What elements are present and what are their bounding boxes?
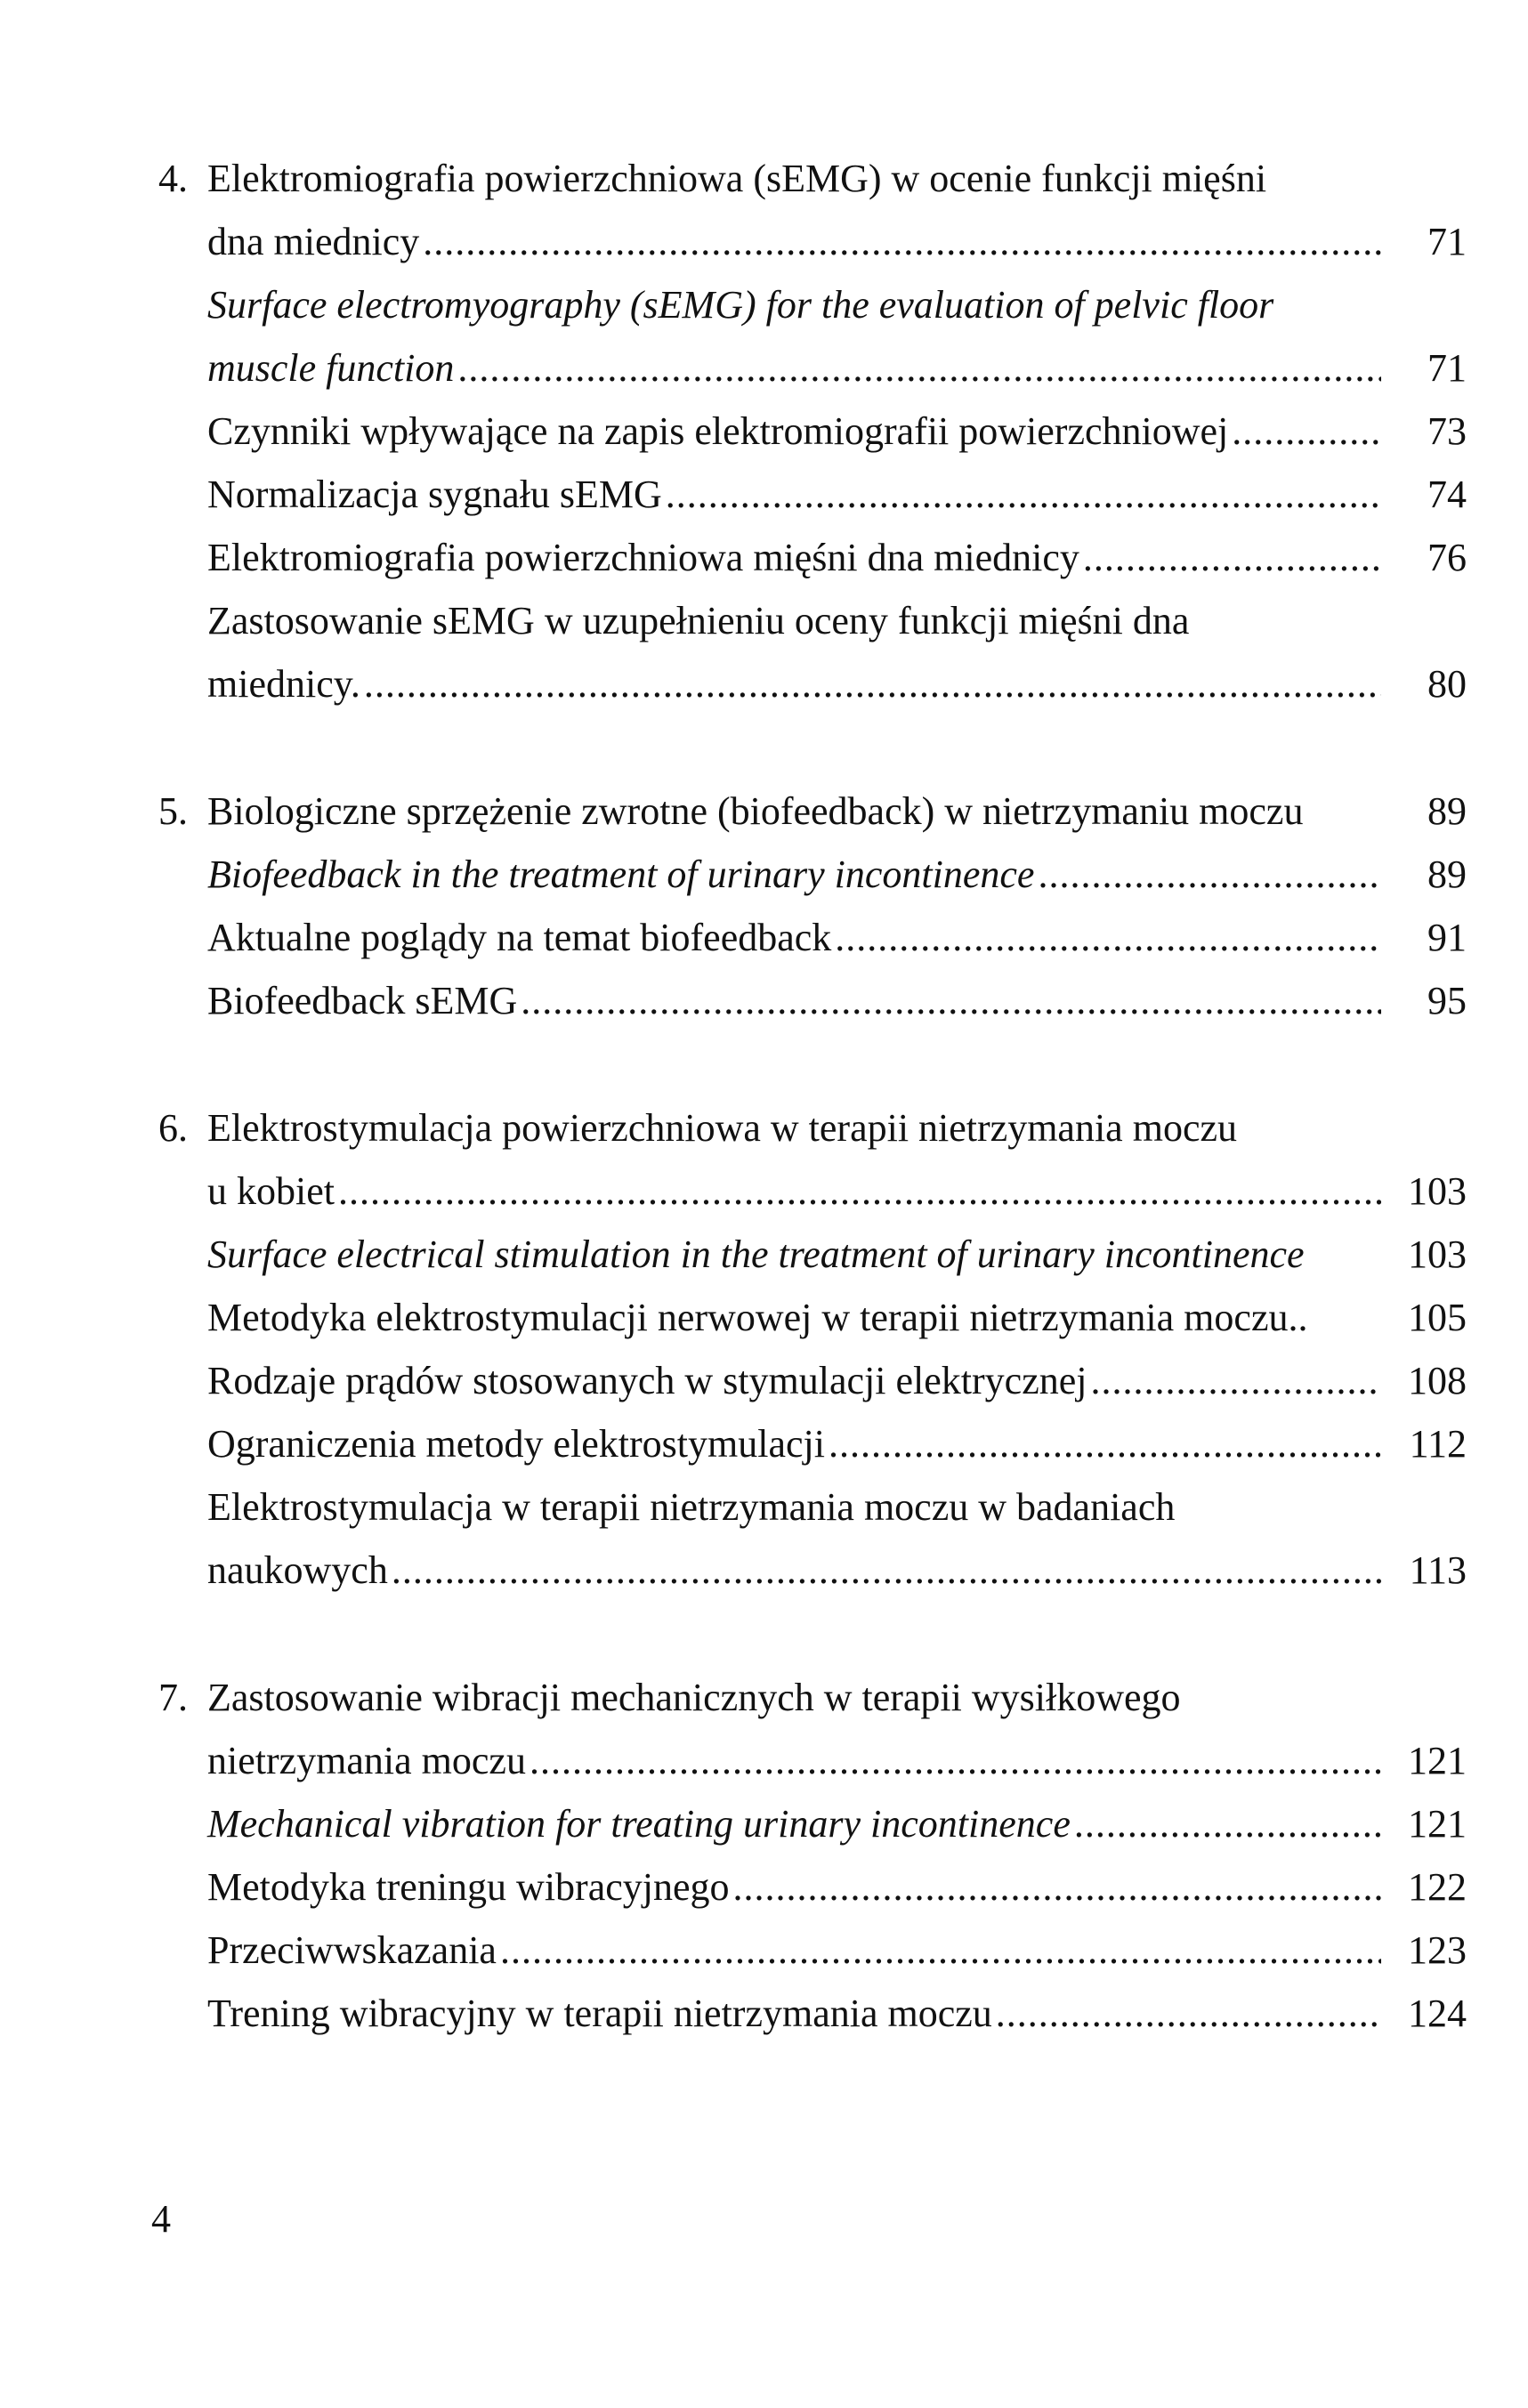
dot-leader xyxy=(423,210,1381,273)
table-of-contents xyxy=(158,147,1467,2109)
chapter-title-line xyxy=(158,147,1467,210)
entry-label: Metodyka elektrostymulacji nerwowej w terapii nietrzymania moczu.. xyxy=(207,1296,1308,1339)
page-ref: 122 xyxy=(1408,1865,1467,1909)
dot-leader xyxy=(1083,526,1381,589)
entry-label: Elektrostymulacja w terapii nietrzymania moczu w badaniach xyxy=(207,1485,1176,1529)
toc-entry[interactable] xyxy=(158,1160,1467,1223)
page-ref: 89 xyxy=(1427,789,1467,833)
chapter-title: Zastosowanie wibracji mechanicznych w terapii wysiłkowego xyxy=(207,1676,1181,1719)
page-ref: 103 xyxy=(1408,1232,1467,1276)
toc-entry[interactable] xyxy=(158,780,1467,843)
toc-entry[interactable] xyxy=(158,1286,1467,1349)
entry-label: Zastosowanie sEMG w uzupełnieniu oceny funkcji mięśni dna xyxy=(207,599,1190,642)
page-ref: 121 xyxy=(1408,1739,1467,1782)
dot-leader xyxy=(1074,1792,1381,1855)
dot-leader xyxy=(364,652,1381,715)
entry-label: Rodzaje prądów stosowanych w stymulacji elektrycznej xyxy=(207,1359,1087,1402)
page-ref: 89 xyxy=(1427,852,1467,896)
entry-line xyxy=(158,1475,1467,1539)
page-ref: 113 xyxy=(1409,1548,1467,1592)
chapter-title-cont: nietrzymania moczu xyxy=(207,1739,526,1782)
dot-leader xyxy=(530,1729,1381,1792)
english-title: Surface electrical stimulation in the treatment of urinary incontinence xyxy=(207,1232,1305,1276)
page-ref: 108 xyxy=(1408,1359,1467,1402)
toc-entry[interactable] xyxy=(158,1982,1467,2045)
toc-entry[interactable] xyxy=(158,336,1467,400)
page-ref: 74 xyxy=(1427,473,1467,516)
chapter-title: Biologiczne sprzężenie zwrotne (biofeedback) w nietrzymaniu moczu xyxy=(207,789,1304,833)
dot-leader xyxy=(1090,1349,1381,1412)
chapter-title-cont: dna miednicy xyxy=(207,220,420,263)
chapter-6 xyxy=(158,1096,1467,1602)
toc-entry[interactable] xyxy=(158,1855,1467,1919)
chapter-title: Elektromiografia powierzchniowa (sEMG) w ocenie funkcji mięśni xyxy=(207,157,1267,200)
page-ref: 121 xyxy=(1408,1802,1467,1846)
english-title-line xyxy=(158,273,1467,336)
chapter-number: 6. xyxy=(158,1106,188,1150)
dot-leader xyxy=(666,463,1381,526)
entry-label: Metodyka treningu wibracyjnego xyxy=(207,1865,730,1909)
dot-leader xyxy=(457,336,1381,400)
toc-entry[interactable] xyxy=(158,526,1467,589)
dot-leader xyxy=(392,1539,1381,1602)
toc-entry[interactable] xyxy=(158,463,1467,526)
toc-entry[interactable] xyxy=(158,1539,1467,1602)
english-title: Biofeedback in the treatment of urinary incontinence xyxy=(207,852,1035,896)
chapter-title-line xyxy=(158,1666,1467,1729)
toc-entry[interactable] xyxy=(158,969,1467,1032)
page-ref: 80 xyxy=(1427,662,1467,706)
dot-leader xyxy=(500,1919,1381,1982)
dot-leader xyxy=(733,1855,1381,1919)
dot-leader xyxy=(521,969,1381,1032)
chapter-number: 4. xyxy=(158,157,188,200)
page-ref: 105 xyxy=(1408,1296,1467,1339)
entry-label: Trening wibracyjny w terapii nietrzymania moczu xyxy=(207,1992,992,2035)
toc-entry[interactable] xyxy=(158,1792,1467,1855)
page-ref: 95 xyxy=(1427,979,1467,1022)
page-ref: 71 xyxy=(1427,220,1467,263)
toc-entry[interactable] xyxy=(158,1412,1467,1475)
toc-entry[interactable] xyxy=(158,843,1467,906)
entry-label-cont: miednicy. xyxy=(207,662,360,706)
toc-entry[interactable] xyxy=(158,1919,1467,1982)
entry-line xyxy=(158,589,1467,652)
english-title: Mechanical vibration for treating urinary incontinence xyxy=(207,1802,1071,1846)
page-ref: 124 xyxy=(1408,1992,1467,2035)
page-ref: 123 xyxy=(1408,1928,1467,1972)
toc-entry[interactable] xyxy=(158,210,1467,273)
entry-label: Normalizacja sygnału sEMG xyxy=(207,473,662,516)
chapter-4 xyxy=(158,147,1467,715)
english-title-cont: muscle function xyxy=(207,346,455,390)
page-ref: 112 xyxy=(1409,1422,1467,1466)
page-ref: 73 xyxy=(1427,409,1467,453)
dot-leader xyxy=(996,1982,1381,2045)
page-ref: 76 xyxy=(1427,536,1467,579)
toc-entry[interactable] xyxy=(158,652,1467,715)
dot-leader xyxy=(1038,843,1381,906)
toc-entry[interactable] xyxy=(158,1349,1467,1412)
page-ref: 103 xyxy=(1408,1169,1467,1213)
toc-entry[interactable] xyxy=(158,400,1467,463)
dot-leader xyxy=(835,906,1381,969)
chapter-title-cont: u kobiet xyxy=(207,1169,335,1213)
dot-leader xyxy=(338,1160,1381,1223)
page-ref: 71 xyxy=(1427,346,1467,390)
entry-label-cont: naukowych xyxy=(207,1548,388,1592)
chapter-number: 5. xyxy=(158,789,188,833)
chapter-title: Elektrostymulacja powierzchniowa w terapii nietrzymania moczu xyxy=(207,1106,1237,1150)
toc-entry[interactable] xyxy=(158,1223,1467,1286)
dot-leader xyxy=(829,1412,1381,1475)
dot-leader xyxy=(1232,400,1381,463)
entry-label: Czynniki wpływające na zapis elektromiografii powierzchniowej xyxy=(207,409,1229,453)
toc-entry[interactable] xyxy=(158,906,1467,969)
chapter-title-line xyxy=(158,1096,1467,1160)
chapter-number: 7. xyxy=(158,1676,188,1719)
entry-label: Ograniczenia metody elektrostymulacji xyxy=(207,1422,825,1466)
entry-label: Elektromiografia powierzchniowa mięśni dna miednicy xyxy=(207,536,1079,579)
entry-label: Przeciwwskazania xyxy=(207,1928,497,1972)
entry-label: Aktualne poglądy na temat biofeedback xyxy=(207,916,832,959)
page-ref: 91 xyxy=(1427,916,1467,959)
chapter-5 xyxy=(158,780,1467,1032)
page-number: 4 xyxy=(151,2197,171,2241)
toc-entry[interactable] xyxy=(158,1729,1467,1792)
english-title: Surface electromyography (sEMG) for the evaluation of pelvic floor xyxy=(207,283,1274,327)
chapter-7 xyxy=(158,1666,1467,2045)
entry-label: Biofeedback sEMG xyxy=(207,979,518,1022)
